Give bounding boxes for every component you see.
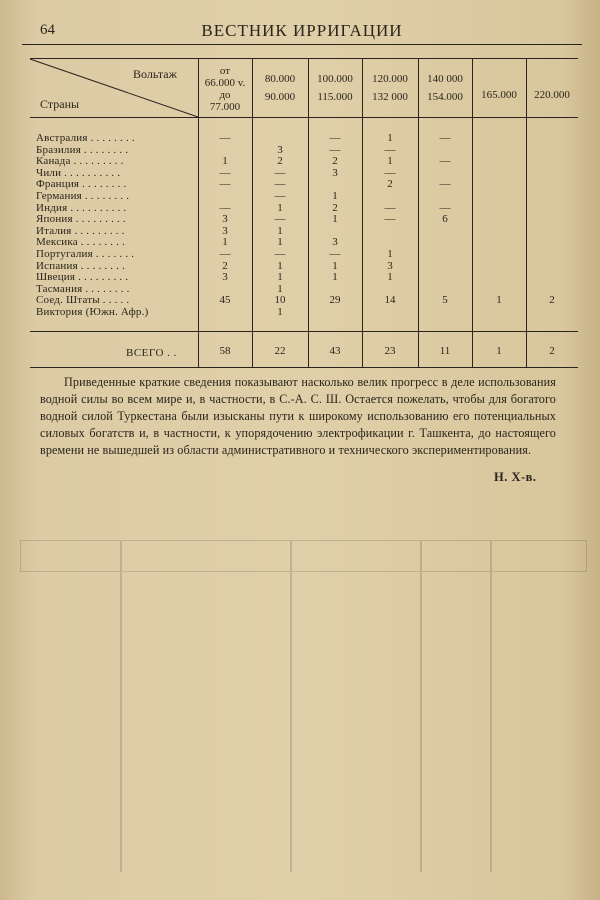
bleed-through bbox=[20, 540, 585, 880]
body-paragraph: Приведенные краткие сведения показывают насколько велик прогресс в деле использования водной силы во всем мире и, в частности, в С.-А. С. Ш. Остается пожелать, чтобы для богатого водной силой Туркестана были изысканы пути к широкому использованию его потенциальных силовых богатств и, в частности, к упорядочению электрофикации г. Ташкента, до настоящего времени не вышедшей из области административного и технического экспериментирования. bbox=[40, 375, 556, 457]
table-cell: 1 bbox=[332, 259, 338, 272]
table-cell: — bbox=[384, 166, 396, 179]
table-cell: — bbox=[274, 213, 286, 226]
table-cell: — bbox=[439, 178, 451, 191]
table-cell: 1 bbox=[277, 259, 283, 272]
country-label: Соед. Штаты . . . . . bbox=[36, 294, 130, 307]
table-cell: 1 bbox=[332, 271, 338, 284]
table-cell: 1 bbox=[277, 224, 283, 237]
table-cell: — bbox=[384, 143, 396, 156]
table-cell: 1 bbox=[277, 282, 283, 295]
table-cell: 2 bbox=[277, 155, 283, 168]
table-cell: 1 bbox=[277, 306, 283, 318]
country-label: Индия . . . . . . . . . . bbox=[36, 201, 127, 214]
page-header bbox=[22, 20, 582, 45]
table-cell: — bbox=[274, 166, 286, 179]
table-cell: 29 bbox=[329, 294, 341, 307]
table-cell: 1 bbox=[277, 201, 283, 214]
table-cell: — bbox=[274, 178, 286, 191]
table-cell: — bbox=[219, 201, 231, 214]
column-header: 220.000 bbox=[534, 89, 570, 101]
table-cell: 1 bbox=[277, 271, 283, 284]
table-cell: — bbox=[384, 201, 396, 214]
table-cell: 10 bbox=[274, 294, 286, 307]
countries-header: Страны bbox=[40, 97, 80, 111]
table-cell: 3 bbox=[387, 259, 393, 272]
table-cell: — bbox=[439, 201, 451, 214]
table-cell: — bbox=[329, 248, 341, 260]
country-label: Испания . . . . . . . . bbox=[36, 259, 126, 272]
table-cell: 1 bbox=[387, 155, 393, 168]
table-cell: 45 bbox=[219, 294, 231, 307]
table-cell: — bbox=[219, 248, 231, 260]
country-label: Япония . . . . . . . . . bbox=[36, 213, 126, 226]
table-cell: — bbox=[219, 166, 231, 179]
author-signature: Н. Х-в. bbox=[494, 470, 537, 484]
journal-title: ВЕСТНИК ИРРИГАЦИИ bbox=[201, 21, 403, 40]
table-cell: 2 bbox=[332, 201, 338, 214]
table-cell: — bbox=[219, 132, 231, 144]
table-cell: 2 bbox=[387, 178, 393, 191]
table-cell: — bbox=[219, 178, 231, 191]
table-cell: 1 bbox=[496, 294, 502, 307]
table-cell: 1 bbox=[222, 155, 228, 168]
table-cell: 1 bbox=[277, 236, 283, 249]
total-cell: 22 bbox=[274, 345, 286, 357]
total-label: ВСЕГО . . bbox=[126, 347, 177, 359]
table-cell: 1 bbox=[332, 190, 338, 202]
total-cell: 2 bbox=[549, 345, 555, 357]
table-cell: — bbox=[274, 190, 286, 202]
table-cell: — bbox=[439, 155, 451, 168]
column-header: от 66.000 v. до 77.000 bbox=[204, 65, 246, 113]
country-label: Швеция . . . . . . . . . bbox=[36, 271, 129, 284]
table-cell: 3 bbox=[277, 143, 283, 156]
table-cell: 3 bbox=[222, 224, 228, 237]
column-header: 100.000 115.000 bbox=[317, 73, 353, 103]
table-cell: 2 bbox=[222, 259, 228, 272]
table-cell: — bbox=[439, 132, 451, 144]
table-cell: — bbox=[329, 143, 341, 156]
total-cell: 43 bbox=[329, 345, 341, 357]
page-number: 64 bbox=[40, 22, 55, 38]
table-cell: — bbox=[384, 213, 396, 226]
table-cell: — bbox=[329, 132, 341, 144]
country-label: Италия . . . . . . . . . bbox=[36, 224, 125, 237]
table-cell: 3 bbox=[332, 236, 338, 249]
total-cell: 23 bbox=[384, 345, 396, 357]
voltage-table bbox=[30, 58, 578, 368]
country-label: Португалия . . . . . . . bbox=[36, 248, 135, 260]
voltage-header: Вольтаж bbox=[133, 67, 177, 81]
table-cell: 3 bbox=[332, 166, 338, 179]
table-cell: 5 bbox=[442, 294, 448, 307]
table-cell: 2 bbox=[332, 155, 338, 168]
column-header: 80.000 90.000 bbox=[264, 73, 296, 103]
column-header: 165.000 bbox=[481, 89, 517, 101]
total-cell: 58 bbox=[219, 345, 231, 357]
table-cell: 1 bbox=[387, 132, 393, 144]
table-cell: 14 bbox=[384, 294, 396, 307]
country-label: Франция . . . . . . . . bbox=[36, 178, 127, 191]
country-label: Бразилия . . . . . . . . bbox=[36, 143, 129, 156]
table-cell: 1 bbox=[387, 248, 393, 260]
total-cell: 1 bbox=[496, 345, 502, 357]
column-header: 120.000 132 000 bbox=[372, 73, 408, 103]
country-label: Австралия . . . . . . . . bbox=[36, 132, 135, 144]
country-label: Тасмания . . . . . . . . bbox=[36, 282, 130, 295]
column-header: 140 000 154.000 bbox=[427, 73, 463, 103]
country-label: Чили . . . . . . . . . . bbox=[36, 166, 121, 179]
table-cell: 6 bbox=[442, 213, 448, 226]
table-cell: 1 bbox=[222, 236, 228, 249]
table-cell: 3 bbox=[222, 213, 228, 226]
table-cell: 1 bbox=[332, 213, 338, 226]
table-cell: 1 bbox=[387, 271, 393, 284]
table-cell: 2 bbox=[549, 294, 555, 307]
table-cell: 3 bbox=[222, 271, 228, 284]
table-cell: — bbox=[274, 248, 286, 260]
country-label: Мексика . . . . . . . . bbox=[36, 236, 126, 249]
country-label: Канада . . . . . . . . . bbox=[36, 155, 124, 168]
total-cell: 11 bbox=[439, 345, 451, 357]
country-label: Германия . . . . . . . . bbox=[36, 190, 130, 202]
country-label: Виктория (Южн. Афр.) bbox=[36, 306, 149, 318]
